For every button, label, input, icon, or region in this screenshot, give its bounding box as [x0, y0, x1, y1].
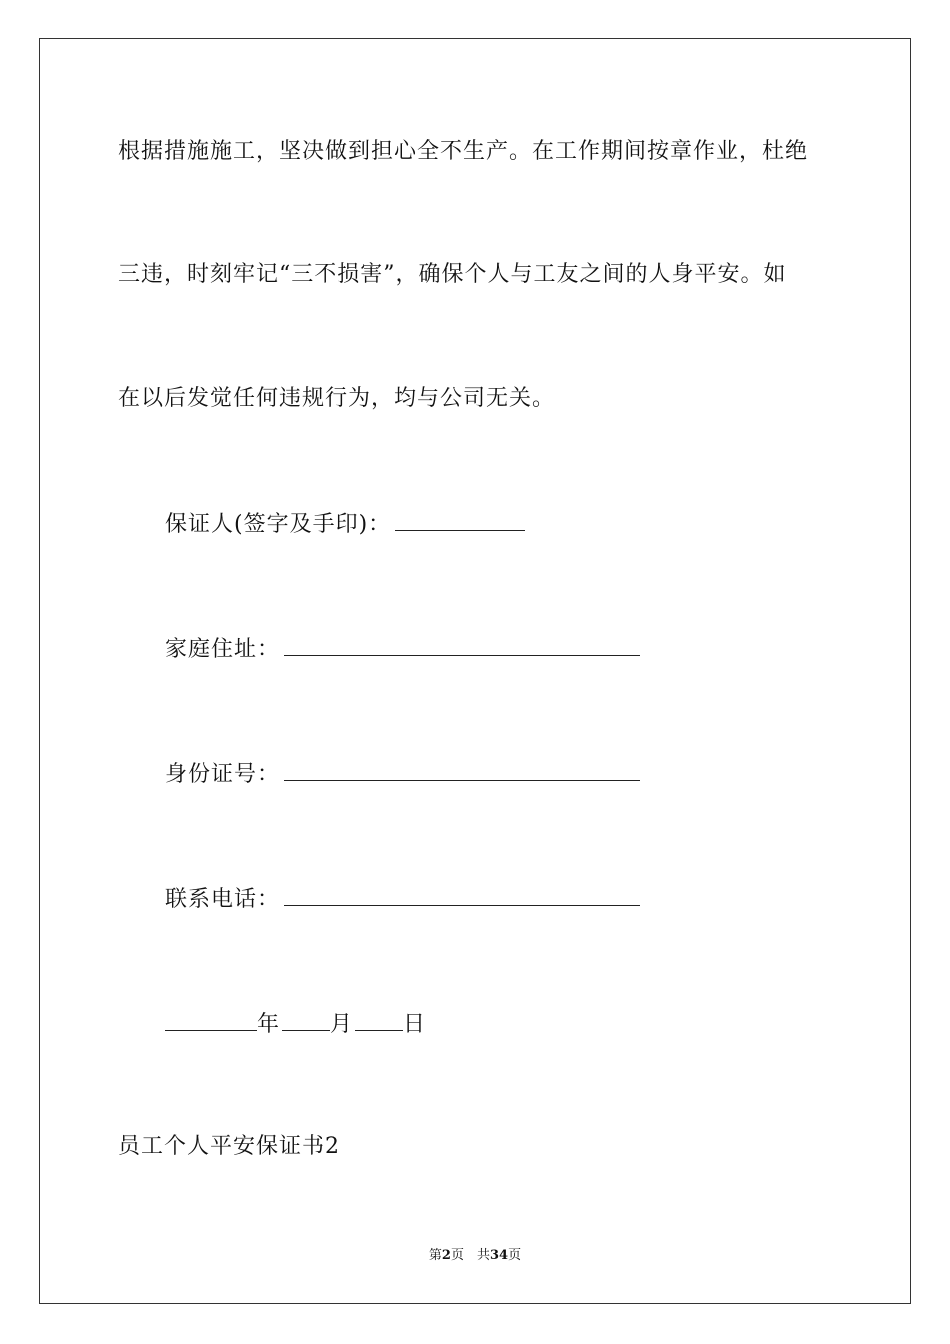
home-address-label: 家庭住址：: [165, 637, 281, 662]
footer-page-prefix: 第: [428, 1248, 442, 1263]
id-number-blank[interactable]: [284, 758, 640, 781]
phone-blank[interactable]: [284, 883, 640, 906]
guarantor-signature-blank[interactable]: [395, 508, 525, 531]
next-section-title: 员工个人平安保证书2: [118, 1134, 340, 1159]
id-number-label: 身份证号：: [165, 762, 281, 787]
page-footer: [0, 1247, 950, 1265]
paragraph-line-3: 在以后发觉任何违规行为，均与公司无关。: [118, 386, 556, 411]
month-blank[interactable]: [282, 1008, 330, 1031]
paragraph-line-2: 三违，时刻牢记“三不损害”，确保个人与工友之间的人身平安。如: [118, 262, 787, 287]
footer-page-suffix: 页: [508, 1248, 522, 1263]
page-border: [39, 38, 911, 1304]
id-number-field: [165, 758, 640, 790]
month-label: 月: [330, 1012, 354, 1037]
home-address-blank[interactable]: [284, 633, 640, 656]
footer-page-total: 34: [489, 1248, 509, 1263]
paragraph-line-1: 根据措施施工，坚决做到担心全不生产。在工作期间按章作业，杜绝: [118, 139, 809, 164]
phone-field: [165, 883, 640, 915]
guarantor-label: 保证人(签字及手印)：: [165, 512, 392, 537]
phone-label: 联系电话：: [165, 887, 281, 912]
footer-page-current: 2: [441, 1248, 451, 1263]
year-label: 年: [257, 1012, 281, 1037]
day-blank[interactable]: [355, 1008, 403, 1031]
guarantor-signature-field: [165, 508, 525, 540]
home-address-field: [165, 633, 640, 665]
footer-page-mid: 页 共: [450, 1248, 490, 1263]
day-label: 日: [403, 1012, 427, 1037]
year-blank[interactable]: [165, 1008, 257, 1031]
date-field: [165, 1008, 426, 1040]
